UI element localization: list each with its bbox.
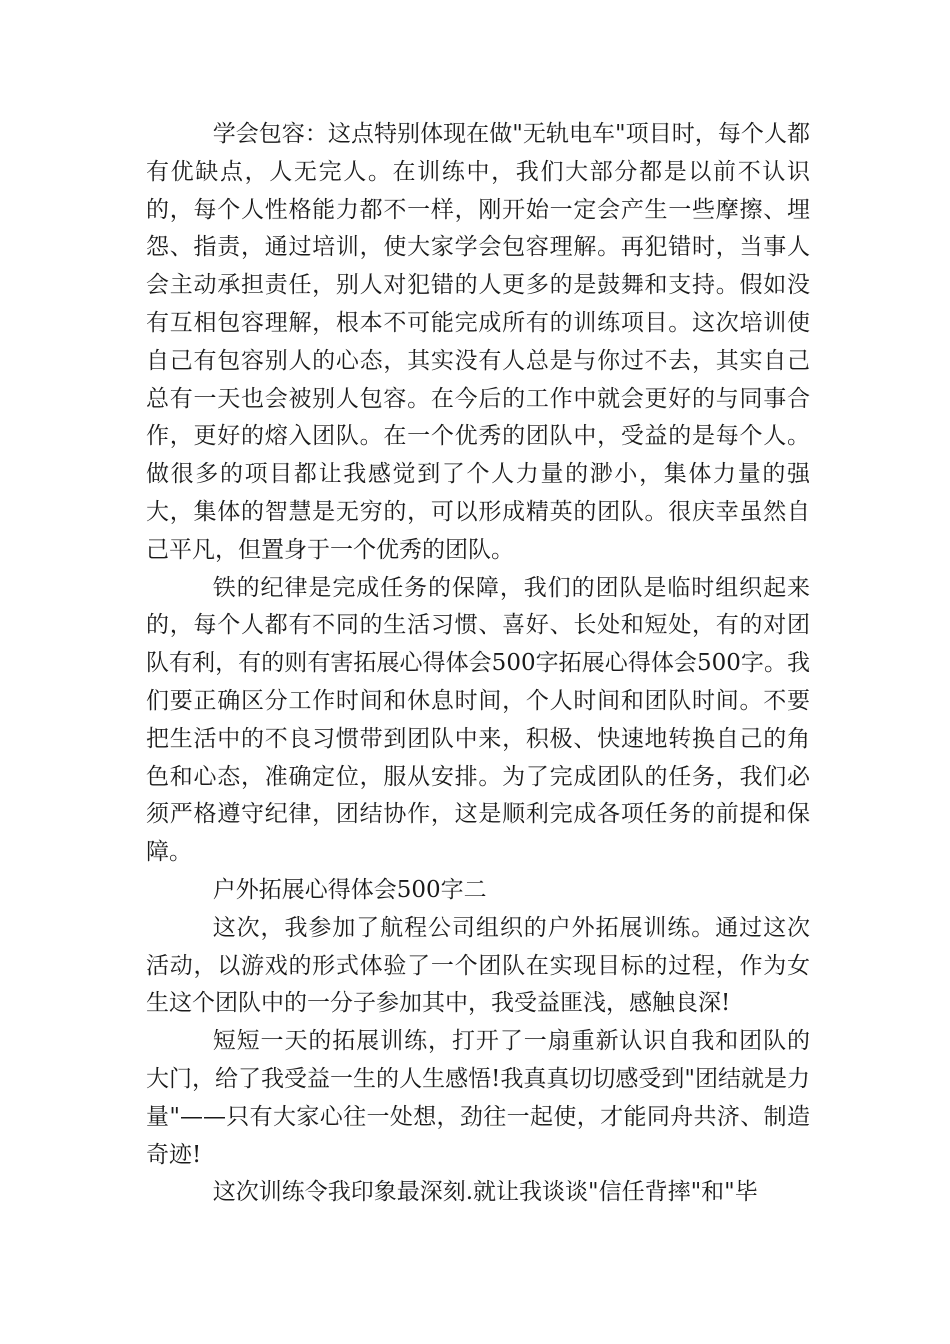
- paragraph-intro: 这次，我参加了航程公司组织的户外拓展训练。通过这次活动，以游戏的形式体验了一个团队在实现目标的过程，作为女生这个团队中的一分子参加其中，我受益匪浅，感触良深!: [146, 914, 810, 1017]
- paragraph-tolerance: 学会包容：这点特别体现在做"无轨电车"项目时，每个人都有优缺点，人无完人。在训练中，我们大部分都是以前不认识的，每个人性格能力都不一样，刚开始一定会产生一些摩擦、埋怨、指责，通过培训，使大家学会包容理解。再犯错时，当事人会主动承担责任，别人对犯错的人更多的是鼓舞和支持。假如没有互相包容理解，根本不可能完成所有的训练项目。这次培训使自己有包容别人的心态，其实没有人总是与你过不去，其实自己总有一天也会被别人包容。在今后的工作中就会更好的与同事合作，更好的熔入团队。在一个优秀的团队中，受益的是每个人。做很多的项目都让我感觉到了个人力量的渺小，集体力量的强大，集体的智慧是无穷的，可以形成精英的团队。很庆幸虽然自己平凡，但置身于一个优秀的团队。: [146, 121, 810, 563]
- paragraph-trust-fall: 这次训练令我印象最深刻.就让我谈谈"信任背摔"和"毕: [212, 1179, 758, 1206]
- paragraph-discipline: 铁的纪律是完成任务的保障，我们的团队是临时组织起来的，每个人都有不同的生活习惯、喜好、长处和短处，有的对团队有利，有的则有害拓展心得体会500字拓展心得体会500字。我们要正确区分工作时间和休息时间，个人时间和团队时间。不要把生活中的不良习惯带到团队中来，积极、快速地转换自己的角色和心态，准确定位，服从安排。为了完成团队的任务，我们必须严格遵守纪律，团结协作，这是顺利完成各项任务的前提和保障。: [146, 574, 810, 866]
- paragraph-insight: 短短一天的拓展训练，打开了一扇重新认识自我和团队的大门，给了我受益一生的人生感悟!我真真切切感受到"团结就是力量"——只有大家心往一处想，劲往一起使，才能同舟共济、制造奇迹!: [146, 1028, 810, 1168]
- document-body: [146, 116, 810, 1212]
- section-heading: 户外拓展心得体会500字二: [212, 876, 487, 903]
